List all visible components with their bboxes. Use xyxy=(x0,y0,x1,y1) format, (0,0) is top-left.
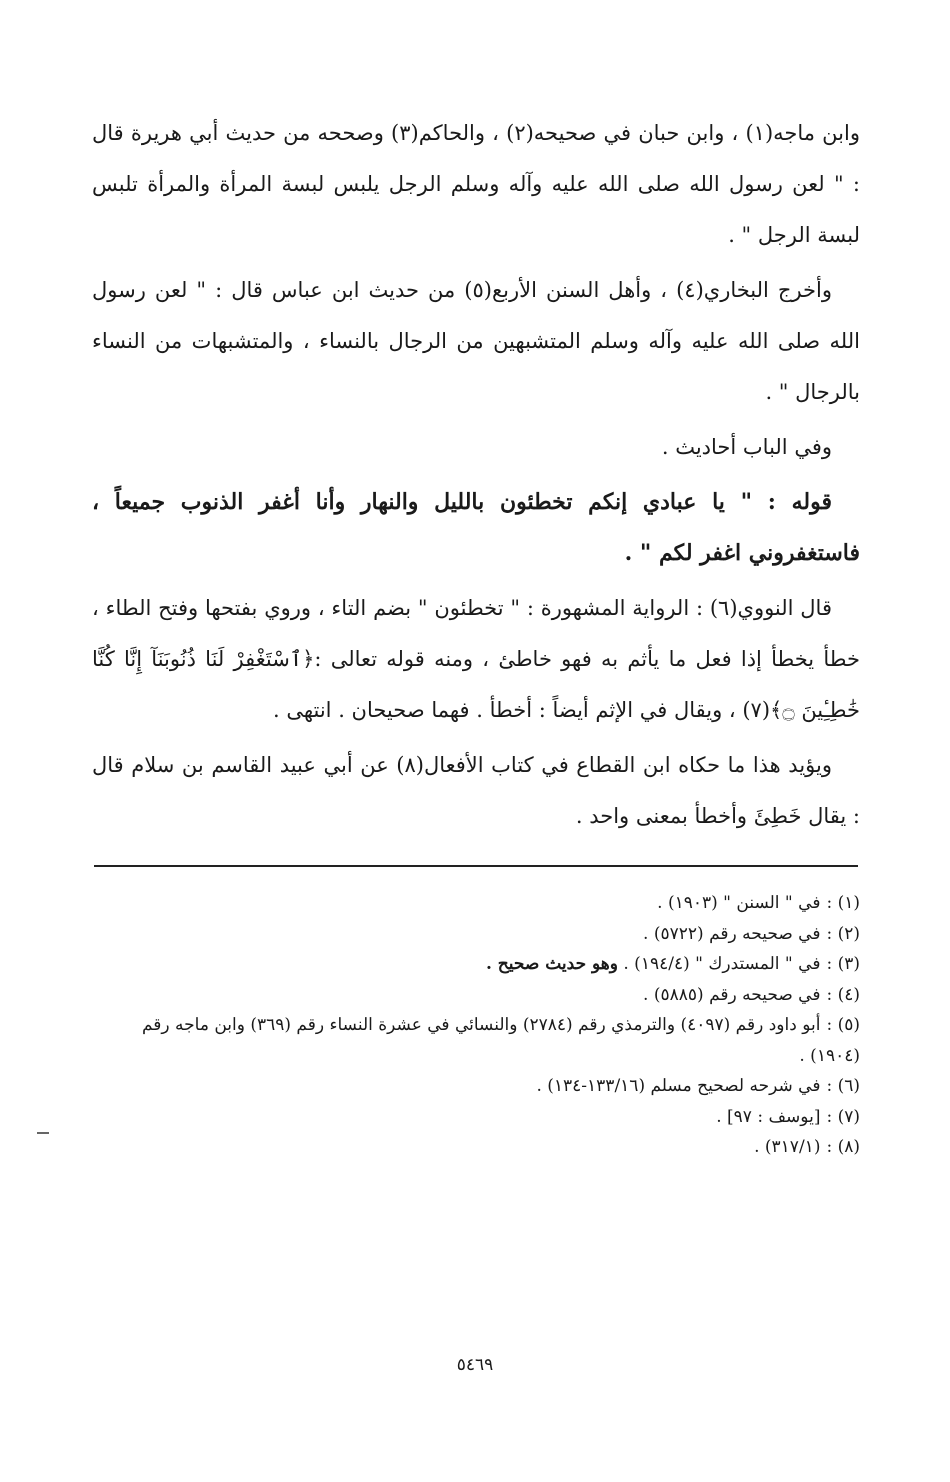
footnote-text: في صحيحه رقم (٥٨٨٥) . xyxy=(643,984,821,1005)
footnote-text: (٣١٧/١) . xyxy=(754,1137,821,1157)
footnote-number: (٢) : xyxy=(826,923,860,944)
footnote-2 xyxy=(92,919,860,950)
footnote-number: (٣) : xyxy=(826,954,860,974)
paragraph-2: وأخرج البخاري(٤) ، وأهل السنن الأربع(٥) من حديث ابن عباس قال : " لعن رسول الله صلى الله عليه وآله وسلم المتشبهين من الرجال بالنساء ، والمتشبهات من النساء بالرجال " . xyxy=(92,278,860,404)
footnote-3 xyxy=(92,949,860,980)
footnote-separator xyxy=(94,865,858,867)
footnote-1 xyxy=(92,888,860,919)
footnote-number: (٤) : xyxy=(826,984,860,1005)
footnote-number: (٨) : xyxy=(826,1137,860,1157)
footnote-number: (٧) : xyxy=(826,1106,860,1127)
footnote-number: (٥) : xyxy=(826,1015,860,1035)
footnote-text: أبو داود رقم (٤٠٩٧) والترمذي رقم (٢٧٨٤) والنسائي في عشرة النساء رقم (٣٦٩) وابن ماجه رقم (١٩٠٤) . xyxy=(141,1015,860,1066)
paragraph-3: وفي الباب أحاديث . xyxy=(661,435,832,459)
paragraph-1: وابن ماجه(١) ، وابن حبان في صحيحه(٢) ، والحاكم(٣) وصححه من حديث أبي هريرة قال : " لعن رسول الله صلى الله عليه وآله وسلم الرجل يلبس لبسة المرأة والمرأة تلبس لبسة الرجل " . xyxy=(92,121,860,247)
main-text xyxy=(92,108,860,846)
paragraph-5: قال النووي(٦) : الرواية المشهورة : " تخطئون " بضم التاء ، وروي بفتحها وفتح الطاء ، خطأ يخطأ إذا فعل ما يأثم به فهو خاطئ ، ومنه قوله تعالى :﴿ٱسْتَغْفِرْ لَنَا ذُنُوبَنَآ إِنَّا كُنَّا خَٰطِـِٔينَ ۝﴾(٧) ، ويقال في الإثم أيضاً : أخطأ . فهما صحيحان . انتهى . xyxy=(92,596,860,722)
footnote-7 xyxy=(92,1102,860,1133)
paragraph-6: ويؤيد هذا ما حكاه ابن القطاع في كتاب الأفعال(٨) عن أبي عبيد القاسم بن سلام قال : يقال خَطِئَ وأخطأ بمعنى واحد . xyxy=(92,753,860,828)
footnote-text: في " السنن " (١٩٠٣) . xyxy=(657,893,821,913)
footnote-number: (٦) : xyxy=(826,1076,860,1096)
paragraph-4-hadith: قوله : " يا عبادي إنكم تخطئون بالليل والنهار وأنا أغفر الذنوب جميعاً ، فاستغفروني اغفر لكم " . xyxy=(92,489,860,566)
footnote-8 xyxy=(92,1132,860,1163)
scan-edge-mark xyxy=(37,1132,49,1134)
footnote-text: في شرحه لصحيح مسلم (١٣٣/١٦-١٣٤) . xyxy=(536,1076,821,1096)
footnote-6 xyxy=(92,1071,860,1102)
page-number: ٥٤٦٩ xyxy=(456,1355,494,1375)
footnotes xyxy=(92,888,860,1163)
footnote-5 xyxy=(92,1010,860,1071)
footnote-text: في " المستدرك " (١٩٤/٤) . xyxy=(623,954,821,974)
footnote-4 xyxy=(92,980,860,1011)
footnote-number: (١) : xyxy=(826,893,860,913)
footnote-bold-remark: وهو حديث صحيح . xyxy=(485,954,618,974)
footnote-text: في صحيحه رقم (٥٧٢٢) . xyxy=(643,923,821,944)
footnote-text: [يوسف : ٩٧] . xyxy=(716,1106,821,1127)
